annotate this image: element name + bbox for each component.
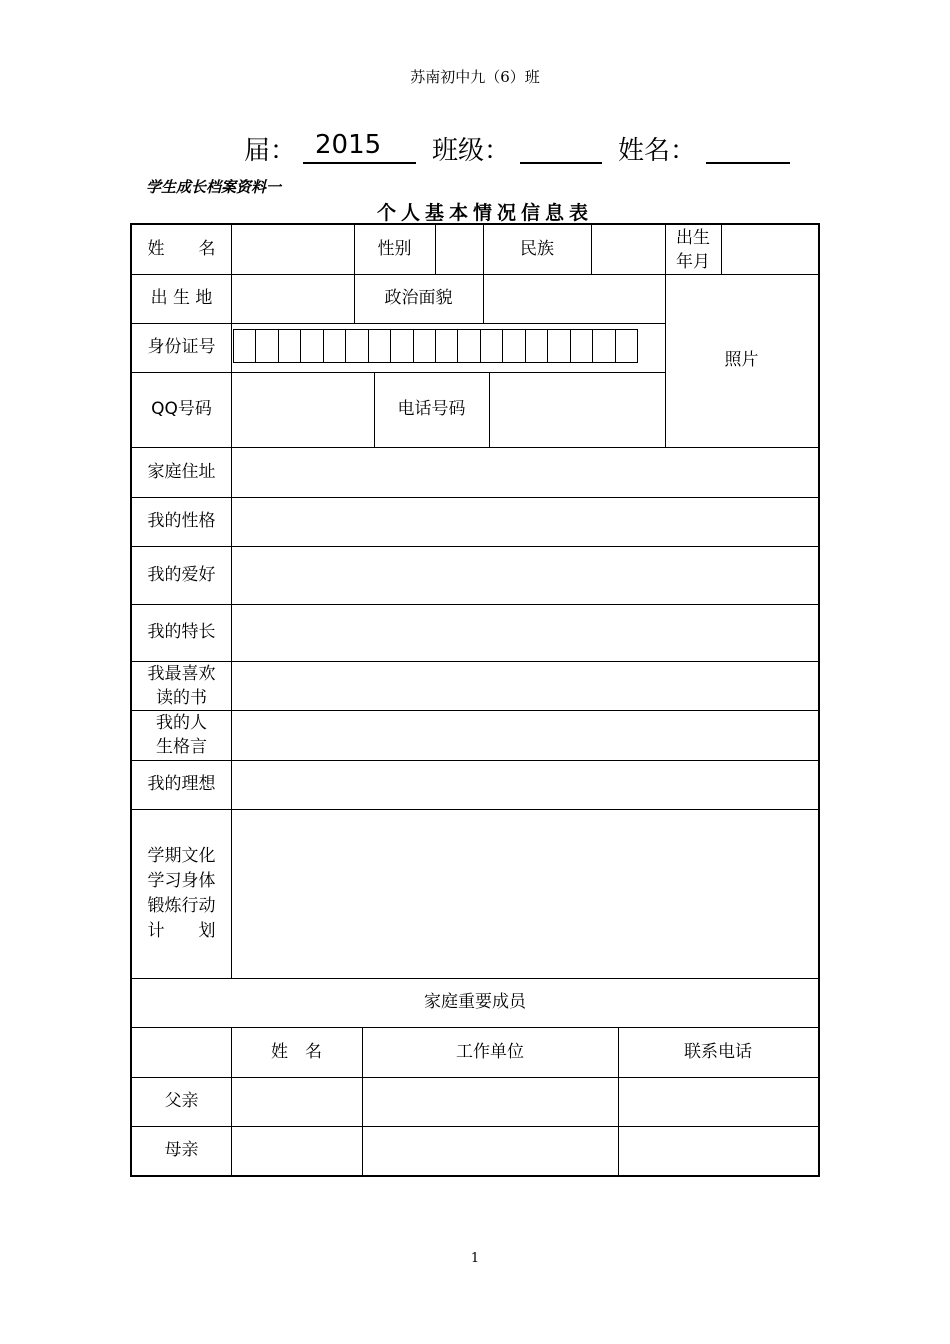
class-field[interactable] (520, 162, 602, 164)
favorite-book-label: 我最喜欢 读的书 (147, 663, 216, 708)
address-label: 家庭住址 (147, 461, 216, 482)
id-digit-box[interactable] (323, 329, 346, 363)
photo-area[interactable]: 照片 (724, 350, 759, 370)
id-digit-box[interactable] (255, 329, 278, 363)
political-status-label: 政治面貌 (384, 288, 453, 308)
ideal-input[interactable] (232, 760, 818, 809)
id-digit-box[interactable] (300, 329, 323, 363)
session-underline (303, 162, 416, 164)
name-label: 姓 名 (147, 239, 216, 259)
id-digit-box[interactable] (525, 329, 548, 363)
ideal-label: 我的理想 (147, 774, 216, 794)
gender-label: 性别 (377, 239, 412, 259)
address-input[interactable] (232, 447, 818, 497)
plan-input[interactable] (232, 809, 818, 978)
id-digit-box[interactable] (547, 329, 570, 363)
family-col-name: 姓 名 (271, 1041, 322, 1062)
session-label: 届： (244, 136, 297, 166)
specialty-input[interactable] (232, 604, 818, 661)
qq-label: QQ号码 (151, 399, 212, 419)
id-digit-box[interactable] (278, 329, 301, 363)
id-digit-box[interactable] (435, 329, 458, 363)
mother-label: 母亲 (164, 1140, 199, 1160)
motto-label: 我的人 生格言 (156, 713, 207, 757)
id-digit-box[interactable] (413, 329, 436, 363)
id-digit-box[interactable] (480, 329, 503, 363)
info-table (130, 223, 820, 1177)
id-digit-box[interactable] (592, 329, 615, 363)
id-digit-box[interactable] (457, 329, 480, 363)
id-digit-box[interactable] (368, 329, 391, 363)
family-heading: 家庭重要成员 (424, 992, 526, 1012)
name-field[interactable] (706, 162, 790, 164)
title-line (0, 130, 950, 170)
name-label: 姓名： (618, 136, 697, 166)
id-digit-box[interactable] (502, 329, 525, 363)
personality-label: 我的性格 (147, 511, 216, 531)
table-title: 个人基本情况信息表 (376, 202, 593, 224)
page-header: 苏南初中九（6）班 (410, 68, 540, 86)
motto-input[interactable] (232, 710, 818, 760)
ethnicity-label: 民族 (520, 239, 554, 259)
page-number: 1 (470, 1251, 480, 1266)
family-col-work: 工作单位 (456, 1041, 524, 1062)
phone-label: 电话号码 (397, 399, 466, 419)
id-digit-box[interactable] (615, 329, 638, 363)
subtitle: 学生成长档案资料一 (146, 178, 282, 196)
hobby-input[interactable] (232, 546, 818, 604)
name-input[interactable] (232, 225, 354, 274)
class-label: 班级： (432, 136, 511, 166)
plan-label: 学期文化 学习身体 锻炼行动 计 划 (147, 845, 216, 941)
id-number-label: 身份证号 (147, 337, 216, 357)
id-digit-box[interactable] (345, 329, 368, 363)
id-digit-box[interactable] (233, 329, 256, 363)
personality-input[interactable] (232, 497, 818, 546)
session-value: 2015 (315, 130, 382, 160)
hobby-label: 我的爱好 (147, 564, 216, 585)
family-col-phone: 联系电话 (684, 1041, 752, 1062)
id-digit-box[interactable] (390, 329, 413, 363)
birthplace-label: 出 生 地 (150, 288, 213, 308)
birth-date-label: 出生 年月 (676, 227, 710, 272)
favorite-book-input[interactable] (232, 661, 818, 710)
father-label: 父亲 (164, 1091, 199, 1111)
id-digit-box[interactable] (570, 329, 593, 363)
specialty-label: 我的特长 (147, 622, 216, 642)
